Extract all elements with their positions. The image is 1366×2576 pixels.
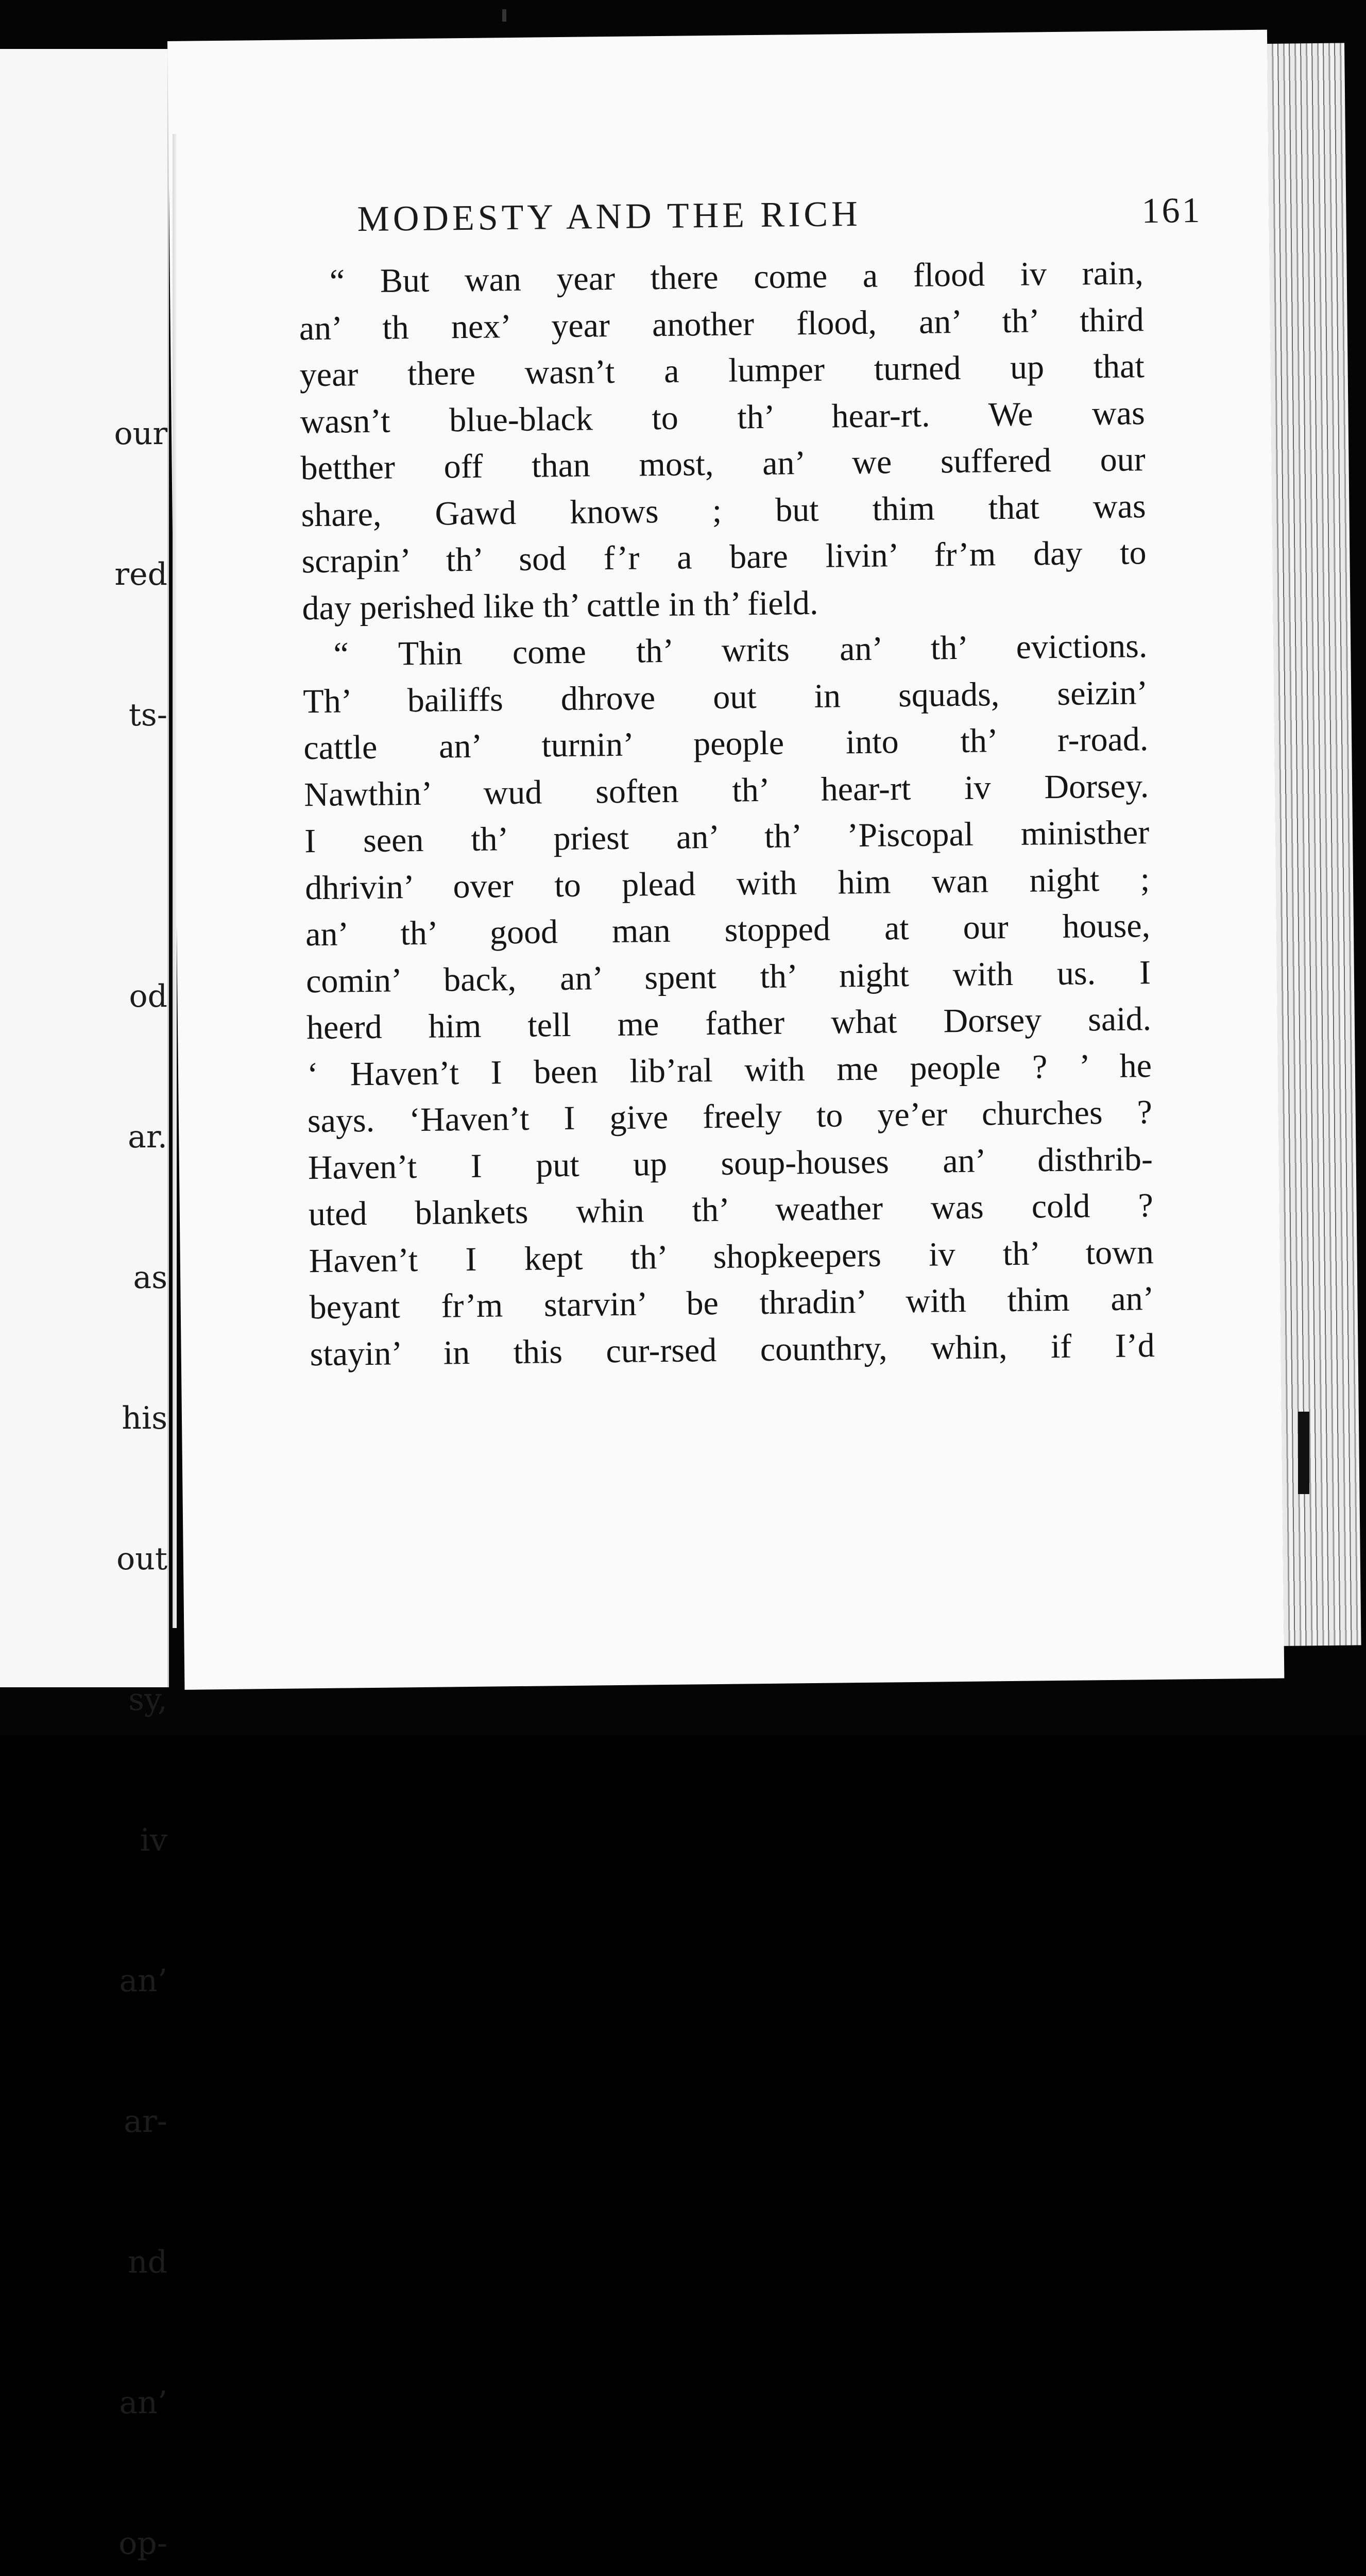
text-line: wasn’t blue-black to th’ hear-rt. We was: [300, 394, 1146, 440]
left-line: ar.: [128, 1119, 167, 1155]
text-line: says. ‘Haven’t I give freely to ye’er churches ?: [307, 1093, 1153, 1140]
left-page-text: [109, 317, 167, 2576]
text-line: “ But wan year there come a flood iv rain,: [329, 254, 1144, 300]
text-line: Haven’t I put up soup-houses an’ disthrib-: [308, 1140, 1153, 1187]
left-line: nd: [127, 2244, 167, 2280]
text-line: an’ th’ good man stopped at our house,: [305, 907, 1151, 954]
text-line: “ Thin come th’ writs an’ th’ evictions.: [333, 627, 1148, 673]
text-line: ‘ Haven’t I been lib’ral with me people ? ’ he: [306, 1046, 1152, 1093]
left-line: our: [114, 416, 167, 452]
text-line: year there wasn’t a lumper turned up that: [299, 347, 1145, 394]
left-line: iv: [140, 1822, 167, 1858]
text-line: comin’ back, an’ spent th’ night with us. I: [305, 953, 1151, 1000]
text-line: cattle an’ turnin’ people into th’ r-road.: [303, 720, 1149, 767]
text-line: heerd him tell me father what Dorsey said.: [306, 1000, 1152, 1047]
page-edge-mark: [1298, 1412, 1309, 1494]
text-line: Th’ bailiffs dhrove out in squads, seizin’: [303, 673, 1148, 720]
left-line: sy,: [128, 1682, 167, 1718]
text-line: share, Gawd knows ; but thim that was: [301, 487, 1146, 534]
text-line: uted blankets whin th’ weather was cold ?: [308, 1187, 1154, 1233]
right-page: [167, 30, 1284, 1690]
left-line: an’: [119, 1963, 167, 1999]
left-line: [109, 833, 167, 879]
text-line: day perished like th’ cattle in th’ field.: [302, 584, 818, 627]
page-number: 161: [1141, 190, 1202, 231]
text-line: Haven’t I kept th’ shopkeepers iv th’ town: [309, 1233, 1154, 1280]
left-page: [0, 49, 169, 2562]
left-line: an’: [119, 2385, 167, 2421]
text-line: an’ th nex’ year another flood, an’ th’ third: [299, 300, 1145, 347]
text-line: I seen th’ priest an’ th’ ’Piscopal ministher: [304, 814, 1150, 860]
left-line: red: [114, 556, 167, 592]
text-line: stayin’ in this cur-rsed counthry, whin, if I’d: [310, 1326, 1155, 1373]
left-line: op-: [118, 2526, 167, 2562]
text-line: betther off than most, an’ we suffered our: [300, 440, 1146, 487]
text-line: Nawthin’ wud soften th’ hear-rt iv Dorsey.: [303, 767, 1149, 814]
running-head: [357, 190, 1202, 240]
running-head-title: MODESTY AND THE RICH: [357, 194, 862, 240]
left-line: od: [129, 978, 167, 1014]
text-line: scrapin’ th’ sod f’r a bare livin’ fr’m day to: [301, 534, 1147, 581]
left-line: ar-: [124, 2104, 167, 2140]
text-line: beyant fr’m starvin’ be thradin’ with thim an’: [309, 1280, 1155, 1327]
text-line: dhrivin’ over to plead with him wan night ;: [304, 860, 1150, 907]
left-line: his: [122, 1400, 167, 1436]
scan-speck: [502, 9, 506, 22]
gutter-shadow: [173, 134, 177, 1628]
left-line: ts-: [128, 697, 167, 733]
body-text: [298, 250, 1155, 1378]
left-line: out: [116, 1541, 167, 1577]
left-line: as: [133, 1260, 167, 1296]
